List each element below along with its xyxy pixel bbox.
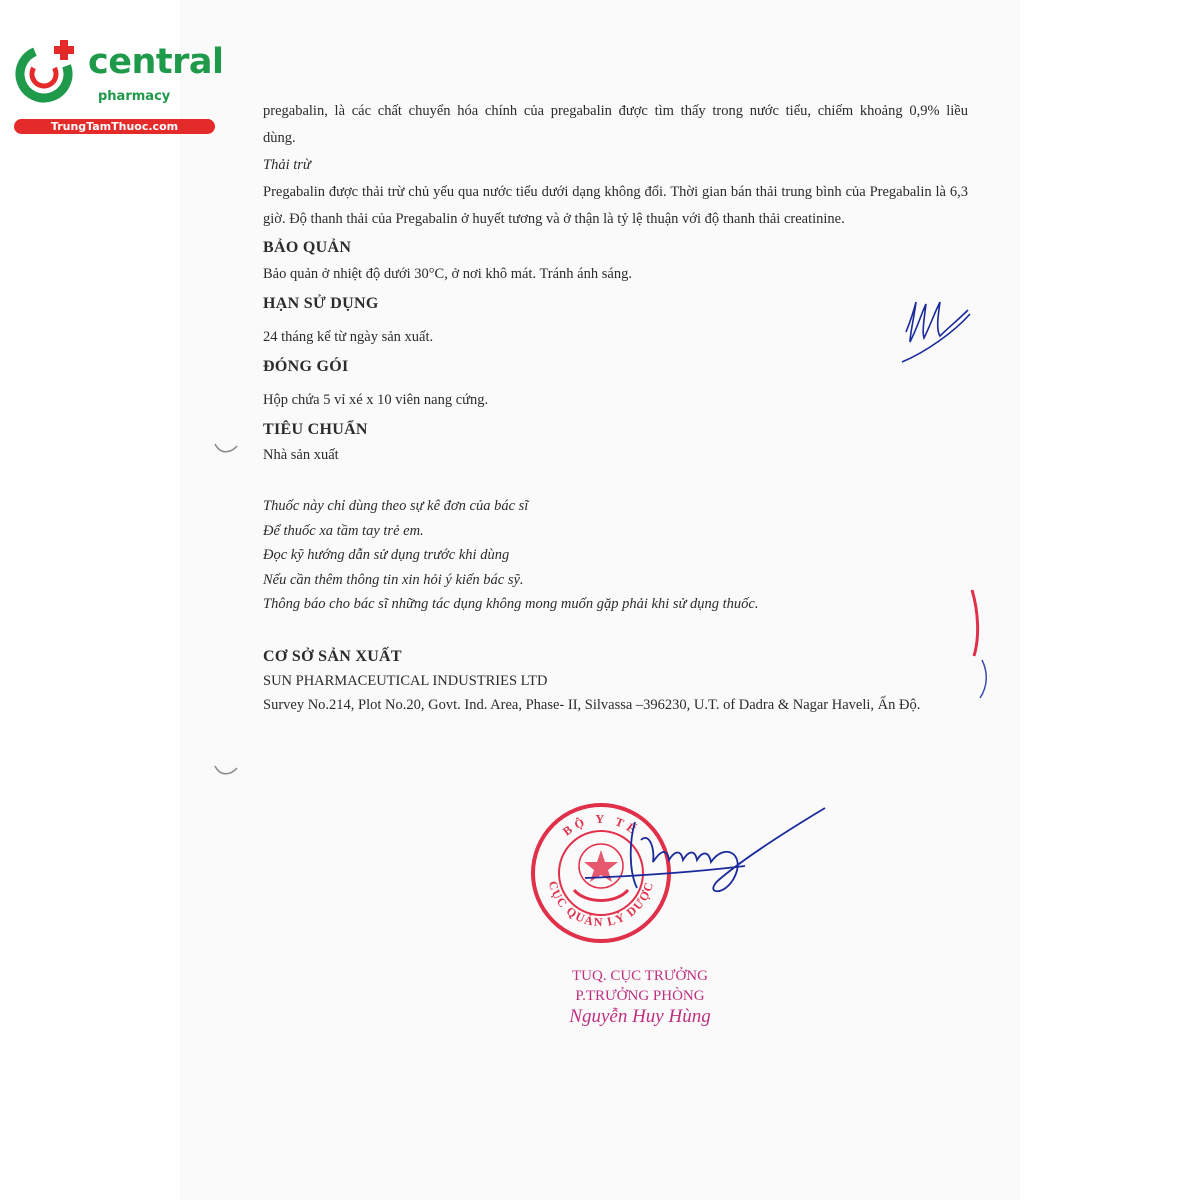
warning-item: Thông báo cho bác sĩ những tác dụng không mong muốn gặp phải khi sử dụng thuốc. <box>263 596 759 612</box>
packing-text: Hộp chứa 5 vỉ xé x 10 viên nang cứng. <box>263 392 489 408</box>
packing-heading: ĐÓNG GÓI <box>263 358 349 375</box>
signatory-title-line: P.TRƯỞNG PHÒNG <box>575 988 705 1004</box>
warning-item: Thuốc này chỉ dùng theo sự kê đơn của bác sĩ <box>263 498 529 514</box>
brand-url[interactable]: TrungTamThuoc.com <box>14 119 215 134</box>
pharmacokinetics-line-1: pregabalin, là các chất chuyển hóa chính của pregabalin được tìm thấy trong nước tiểu, chiếm khoảng 0,9% liều <box>263 103 968 119</box>
binder-mark <box>212 762 240 778</box>
standard-heading: TIÊU CHUẨN <box>263 421 368 438</box>
standard-text: Nhà sản xuất <box>263 447 339 463</box>
warning-item: Nếu cần thêm thông tin xin hỏi ý kiến bác sỹ. <box>263 571 524 588</box>
brand-logo[interactable] <box>8 36 224 136</box>
svg-text:BỘ Y TẾ: BỘ Y TẾ <box>560 811 642 839</box>
edge-mark <box>962 586 992 706</box>
cross-logo-icon <box>8 36 88 116</box>
manufacturer-name: SUN PHARMACEUTICAL INDUSTRIES LTD <box>263 672 548 689</box>
initials-signature <box>896 292 976 368</box>
svg-text:CỤC QUẢN LÝ DƯỢC: CỤC QUẢN LÝ DƯỢC <box>545 879 657 930</box>
document-body <box>263 98 968 716</box>
director-signature <box>575 802 830 902</box>
expiry-heading: HẠN SỬ DỤNG <box>263 295 379 312</box>
signatory-name: Nguyễn Huy Hùng <box>569 1006 711 1027</box>
brand-subtitle: pharmacy <box>98 89 171 104</box>
excretion-label: Thải trừ <box>263 157 311 173</box>
storage-text: Bảo quản ở nhiệt độ dưới 30°C, ở nơi khô mát. Tránh ánh sáng. <box>263 266 632 282</box>
warning-item: Đọc kỹ hướng dẫn sử dụng trước khi dùng <box>263 547 510 563</box>
warning-list <box>263 494 968 617</box>
signatory-title-line: TUQ. CỤC TRƯỞNG <box>572 968 708 984</box>
signatory-title <box>530 966 750 1006</box>
brand-name: central <box>88 42 224 82</box>
warning-item: Để thuốc xa tầm tay trẻ em. <box>263 522 424 539</box>
binder-mark <box>212 440 240 456</box>
expiry-text: 24 tháng kể từ ngày sản xuất. <box>263 329 434 345</box>
storage-heading: BẢO QUẢN <box>263 239 352 256</box>
excretion-text: Pregabalin được thải trừ chủ yếu qua nước tiểu dưới dạng không đổi. Thời gian bán thải trung bình của Pregabalin là 6,3 giờ. Độ thanh thải của Pregabalin ở huyết tương và ở thận là tỷ lệ thuận với độ thanh thải creatinine. <box>263 184 968 227</box>
manufacturer-address: Survey No.214, Plot No.20, Govt. Ind. Area, Phase- II, Silvassa –396230, U.T. of Dadra & Nagar Haveli, Ấn Độ. <box>263 696 921 713</box>
manufacturer-heading: CƠ SỞ SẢN XUẤT <box>263 647 402 665</box>
pharmacokinetics-line-2: dùng. <box>263 130 296 146</box>
